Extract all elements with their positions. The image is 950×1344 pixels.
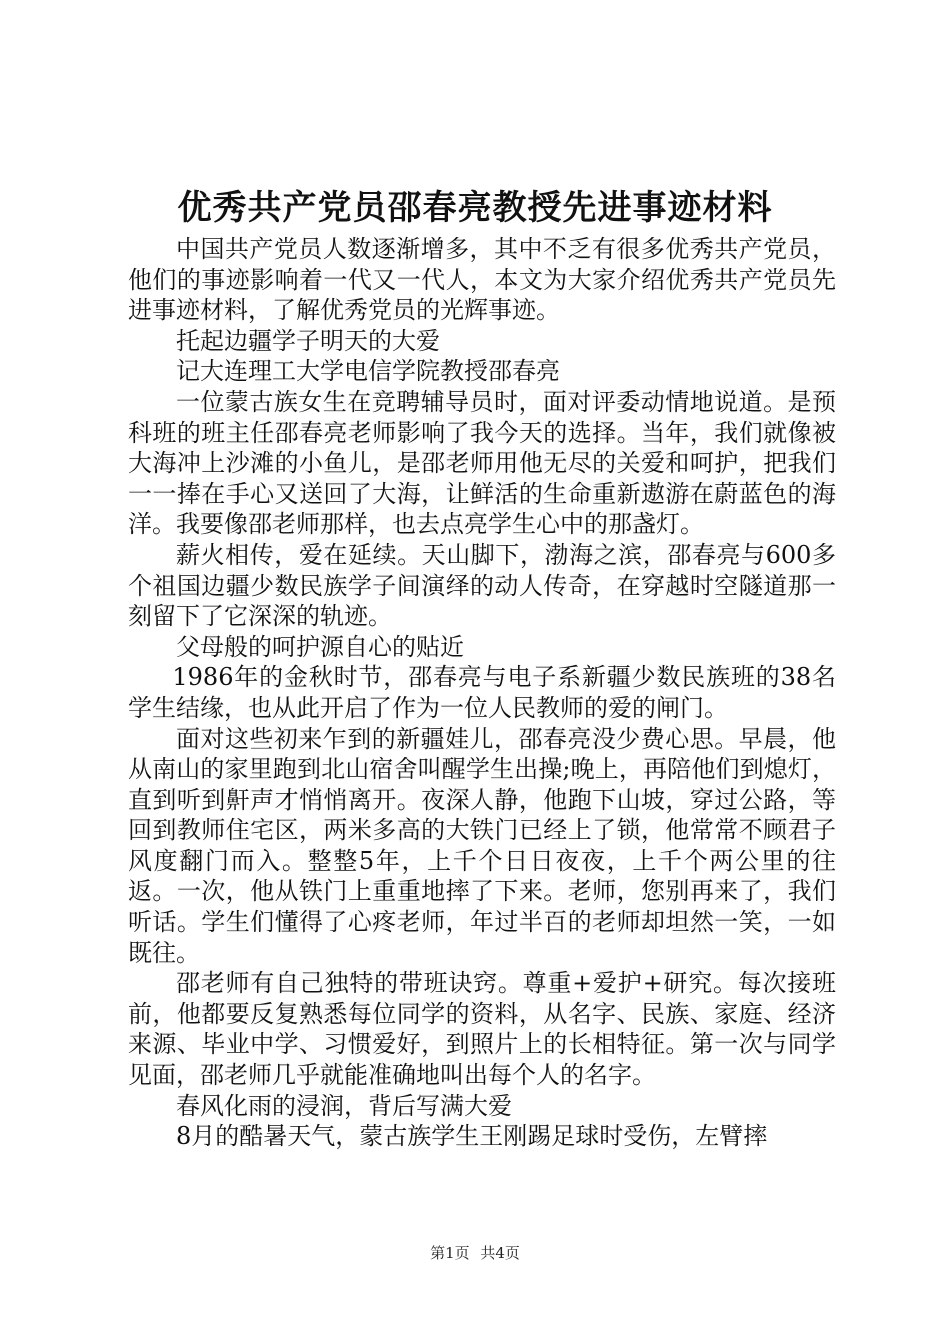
paragraph-daily-care: 面对这些初来乍到的新疆娃儿，邵春亮没少费心思。早晨，他从南山的家里跑到北山宿舍叫醒学生出操;晚上，再陪他们到熄灯，直到听到鼾声才悄悄离开。夜深人静，他跑下山坡，穿过公路，等回到教师住宅区，两米多高的大铁门已经上了锁，他常常不顾君子风度翻门而入。整整5年，上千个日日夜夜，上千个两公里的往返。一次，他从铁门上重重地摔了下来。老师，您别再来了，我们听话。学生们懂得了心疼老师，年过半百的老师却坦然一笑，一如既往。 xyxy=(128,724,836,967)
paragraph-teaching-method: 邵老师有自己独特的带班诀窍。尊重+爱护+研究。每次接班前，他都要反复熟悉每位同学的资料，从名字、民族、家庭、经济来源、毕业中学、习惯爱好，到照片上的长相特征。第一次与同学见面，邵老师几乎就能准确地叫出每个人的名字。 xyxy=(128,969,836,1090)
heading-byline: 记大连理工大学电信学院教授邵春亮 xyxy=(176,357,560,386)
heading-section-love: 春风化雨的浸润，背后写满大爱 xyxy=(176,1091,512,1120)
document-title: 优秀共产党员邵春亮教授先进事迹材料 xyxy=(177,188,773,228)
document-body xyxy=(128,234,836,1152)
paragraph-legacy: 薪火相传，爱在延续。天山脚下，渤海之滨，邵春亮与600多个祖国边疆少数民族学子间演绎的动人传奇，在穿越时空隧道那一刻留下了它深深的轨迹。 xyxy=(128,540,836,631)
heading-section-care: 父母般的呵护源自心的贴近 xyxy=(176,632,464,661)
paragraph-intro: 中国共产党员人数逐渐增多，其中不乏有很多优秀共产党员，他们的事迹影响着一代又一代人，本文为大家介绍优秀共产党员先进事迹材料，了解优秀党员的光辉事迹。 xyxy=(128,235,836,325)
paragraph-wang-gang: 8月的酷暑天气，蒙古族学生王刚踢足球时受伤，左臂摔 xyxy=(176,1122,768,1151)
page-footer xyxy=(0,1243,950,1263)
page-total: 共4页 xyxy=(480,1244,520,1262)
page-number: 第1页 xyxy=(430,1244,470,1262)
heading-main-subtitle: 托起边疆学子明天的大爱 xyxy=(176,326,440,355)
paragraph-student-quote: 一位蒙古族女生在竞聘辅导员时，面对评委动情地说道。是预科班的班主任邵春亮老师影响了我今天的选择。当年，我们就像被大海冲上沙滩的小鱼儿，是邵老师用他无尽的关爱和呵护，把我们一一捧在手心又送回了大海，让鲜活的生命重新遨游在蔚蓝色的海洋。我要像邵老师那样，也去点亮学生心中的那盏灯。 xyxy=(128,387,836,539)
paragraph-1986: 1986年的金秋时节，邵春亮与电子系新疆少数民族班的38名学生结缘，也从此开启了作为一位人民教师的爱的闸门。 xyxy=(128,663,836,722)
